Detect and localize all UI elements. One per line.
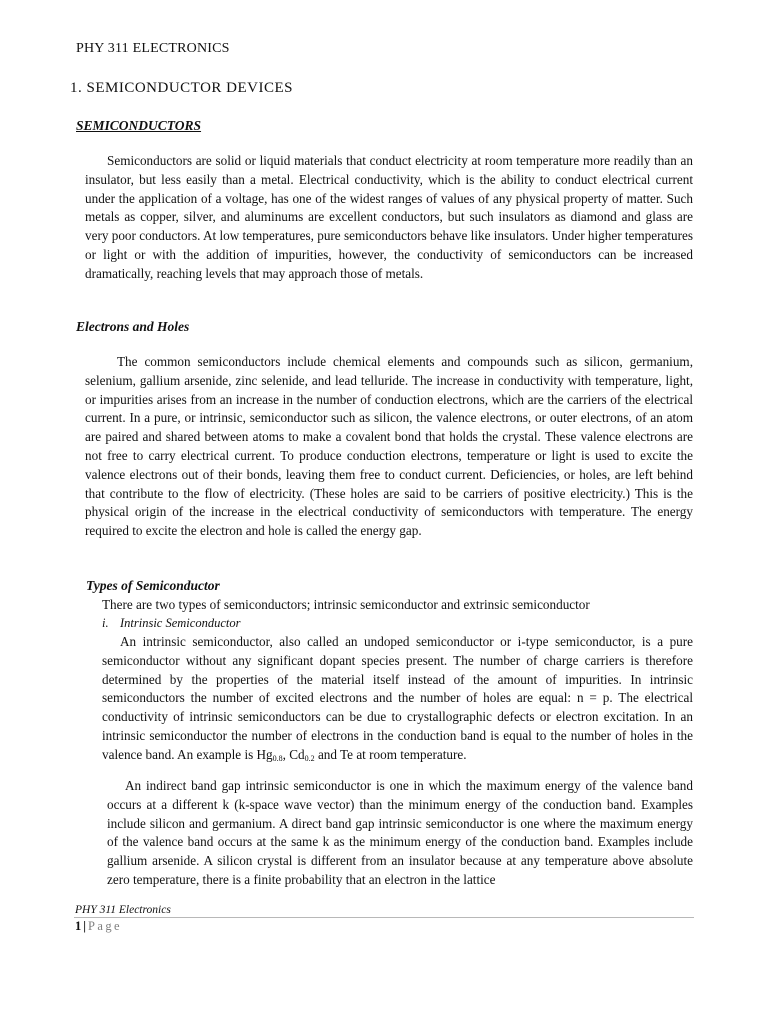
page-word: Page (88, 919, 122, 933)
page-separator: | (83, 919, 87, 933)
list-item-label: Intrinsic Semiconductor (120, 616, 241, 630)
types-intro: There are two types of semiconductors; intrinsic semiconductor and extrinsic semiconductor (102, 597, 590, 612)
intrinsic-tail: and Te at room temperature. (314, 746, 467, 762)
cd-text: , Cd (282, 746, 305, 762)
list-item-intrinsic (102, 616, 240, 631)
course-header: PHY 311 ELECTRONICS (76, 41, 230, 56)
section-heading-electrons-holes: Electrons and Holes (76, 319, 190, 334)
page-number-value: 1 (75, 919, 82, 933)
cd-subscript: 0.2 (304, 753, 315, 763)
section-heading-types: Types of Semiconductor (86, 578, 220, 593)
section-heading-semiconductors: SEMICONDUCTORS (76, 118, 202, 133)
paragraph-band-gap: An indirect band gap intrinsic semiconductor is one in which the maximum energy of the valence band occurs at a different k (k-space wave vector) than the minimum energy of the conduction band. Examples include silicon and germanium. A direct band gap intrinsic semiconductor is one where the maximum energy of the valence band occurs at the same k as the minimum energy of the conduction band. Examples include gallium arsenide. A silicon crystal is different from an insulator because at any temperature above absolute zero temperature, there is a finite probability that an electron in the lattice (107, 778, 693, 887)
page-number (75, 919, 122, 934)
paragraph-electrons-holes: The common semiconductors include chemical elements and compounds such as silicon, germanium, selenium, gallium arsenide, zinc selenide, and lead telluride. The increase in conductivity with temperature, light, or impurities arises from an increase in the number of conduction electrons, which are the carriers of the electrical current. In a pure, or intrinsic, semiconductor such as silicon, the valence electrons, or outer electrons, of an atom are paired and shared between atoms to make a covalent bond that holds the crystal. These valence electrons are not free to carry electrical current. To produce conduction electrons, temperature or light is used to excite the valence electrons out of their bonds, leaving them free to conduct current. Deficiencies, or holes, are left behind that contribute to the flow of electricity. (These holes are said to be carriers of positive electricity.) This is the physical origin of the increase in the electrical conductivity of semiconductors with temperature. The energy required to excite the electron and hole is called the energy gap. (85, 354, 693, 539)
intrinsic-text: An intrinsic semiconductor, also called an undoped semiconductor or i-type semiconductor, is a pure semiconductor without any significant dopant species present. The number of charge carriers is therefore determined by the properties of the material itself instead of the amount of impurities. In intrinsic semiconductors the number of excited electrons and the number of holes are equal: n = p. The electrical conductivity of intrinsic semiconductors can be due to crystallographic defects or electron excitation. In an intrinsic semiconductor the number of electrons in the conduction band is equal to the number of holes in the valence band. An example is Hg (102, 634, 693, 762)
footer-title: PHY 311 Electronics (75, 904, 171, 916)
chapter-title: 1. SEMICONDUCTOR DEVICES (70, 80, 293, 96)
paragraph-intrinsic (102, 633, 693, 769)
list-item-number: i. (102, 616, 109, 630)
hg-subscript: 0.8 (272, 753, 283, 763)
paragraph-semiconductors: Semiconductors are solid or liquid materials that conduct electricity at room temperature more readily than an insulator, but less easily than a metal. Electrical conductivity, which is the ability to conduct electrical current under the application of a voltage, has one of the widest ranges of values of any physical property of matter. Such metals as copper, silver, and aluminums are excellent conductors, but such insulators as diamond and glass are very poor conductors. At low temperatures, pure semiconductors behave like insulators. Under higher temperatures or light or with the addition of impurities, however, the conductivity of semiconductors can be increased dramatically, reaching levels that may approach those of metals. (85, 153, 693, 281)
footer-divider (74, 917, 694, 918)
